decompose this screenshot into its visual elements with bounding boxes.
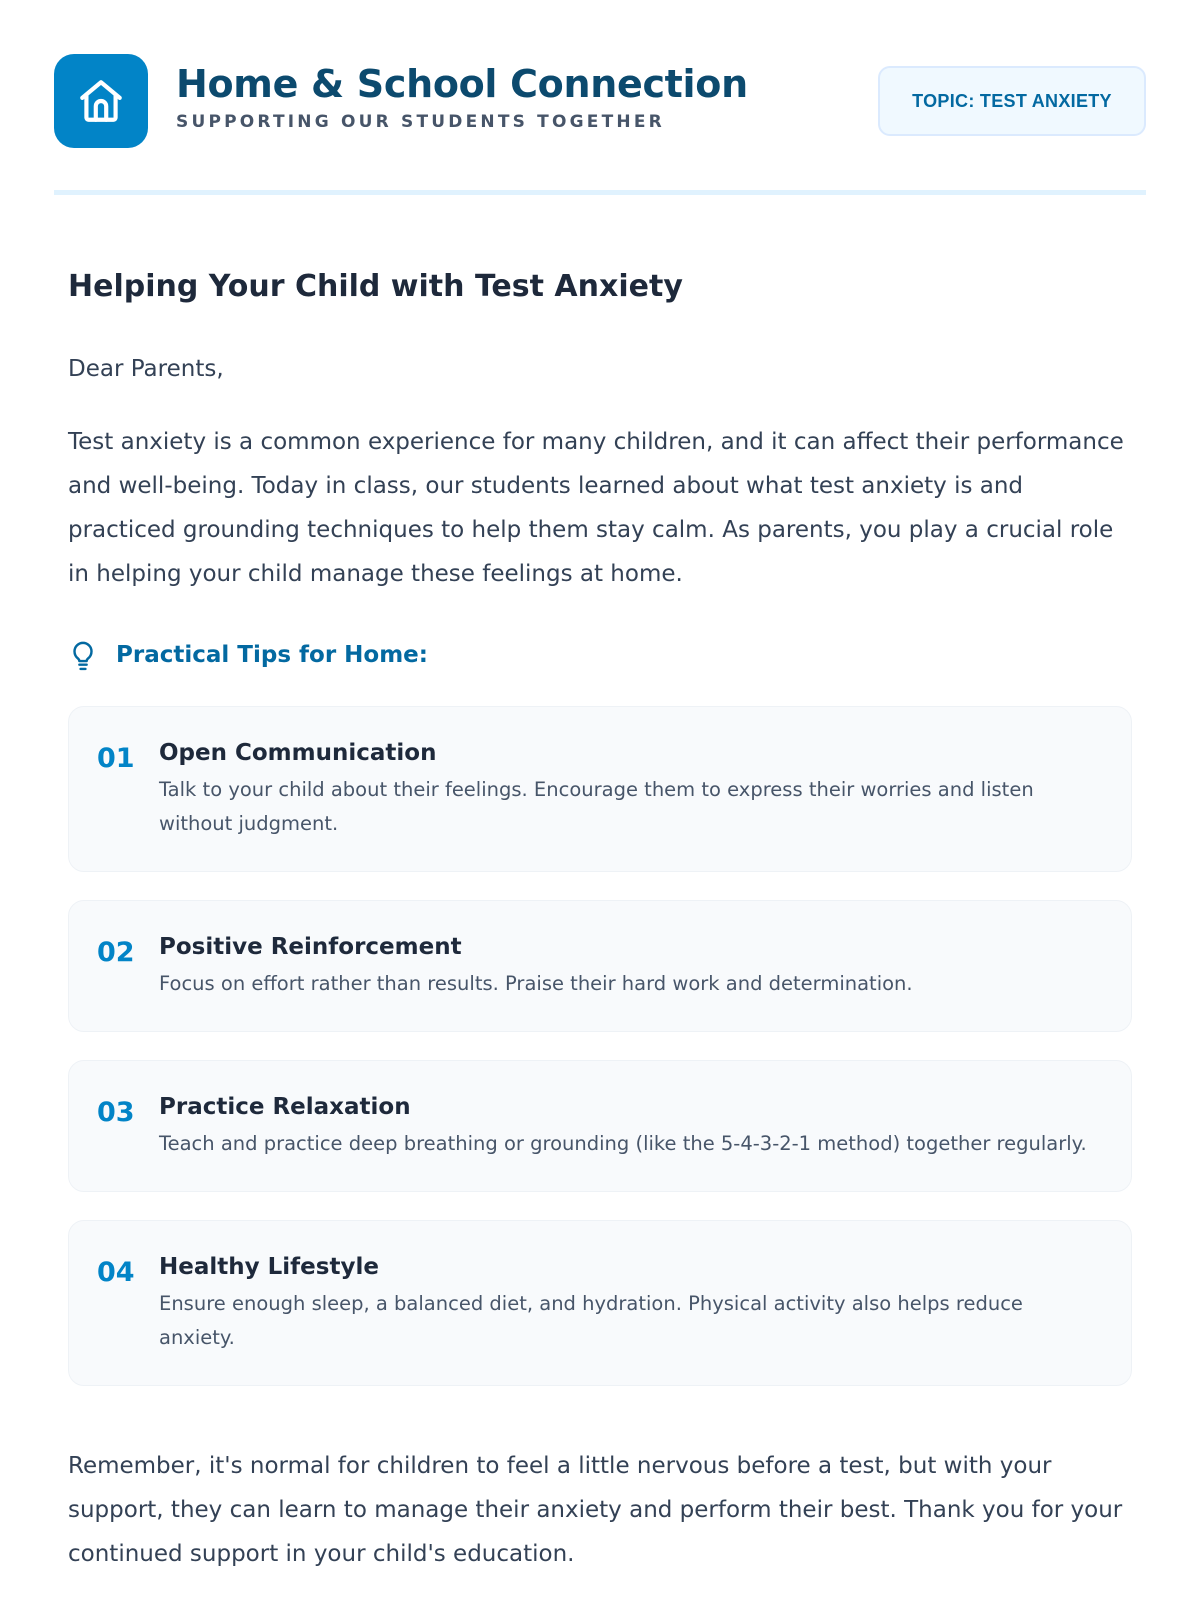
house-icon	[76, 76, 126, 126]
tip-card	[68, 1220, 1132, 1386]
article-title: Helping Your Child with Test Anxiety	[68, 269, 683, 304]
tip-card	[68, 706, 1132, 872]
topic-badge: TOPIC: TEST ANXIETY	[878, 66, 1146, 136]
article	[54, 267, 1146, 1576]
tip-number: 01	[97, 743, 135, 774]
tip-card	[68, 900, 1132, 1032]
lightbulb-icon	[68, 638, 98, 672]
greeting: Dear Parents,	[68, 356, 224, 382]
logo	[54, 54, 148, 148]
brand	[176, 62, 748, 132]
tip-title: Healthy Lifestyle	[159, 1254, 379, 1280]
tip-number: 02	[97, 937, 135, 968]
tip-text: Talk to your child about their feelings. Encourage them to express their worries and listen without judgment.	[159, 778, 1034, 835]
intro-paragraph: Test anxiety is a common experience for many children, and it can affect their performance and well-being. Today in class, our students learned about what test anxiety is and practiced grounding techniques to help them stay calm. As parents, you play a crucial role in helping your child manage these feelings at home.	[68, 429, 1124, 587]
brand-title: Home & School Connection	[176, 62, 748, 106]
tip-text: Teach and practice deep breathing or grounding (like the 5-4-3-2-1 method) together regularly.	[159, 1132, 1087, 1155]
brand-subtitle: SUPPORTING OUR STUDENTS TOGETHER	[176, 112, 665, 132]
tip-number: 03	[97, 1097, 135, 1128]
closing-paragraph: Remember, it's normal for children to feel a little nervous before a test, but with your support, they can learn to manage their anxiety and perform their best. Thank you for your continued support in your child's education.	[68, 1453, 1123, 1567]
tips-heading	[68, 634, 1132, 676]
tip-title: Practice Relaxation	[159, 1094, 411, 1120]
header	[54, 0, 1146, 195]
tip-title: Positive Reinforcement	[159, 934, 462, 960]
tips-heading-label: Practical Tips for Home:	[116, 642, 428, 668]
tip-title: Open Communication	[159, 740, 437, 766]
tip-text: Focus on effort rather than results. Praise their hard work and determination.	[159, 972, 913, 995]
tip-card	[68, 1060, 1132, 1192]
tip-text: Ensure enough sleep, a balanced diet, and hydration. Physical activity also helps reduce anxiety.	[159, 1292, 1023, 1349]
tip-number: 04	[97, 1257, 135, 1288]
